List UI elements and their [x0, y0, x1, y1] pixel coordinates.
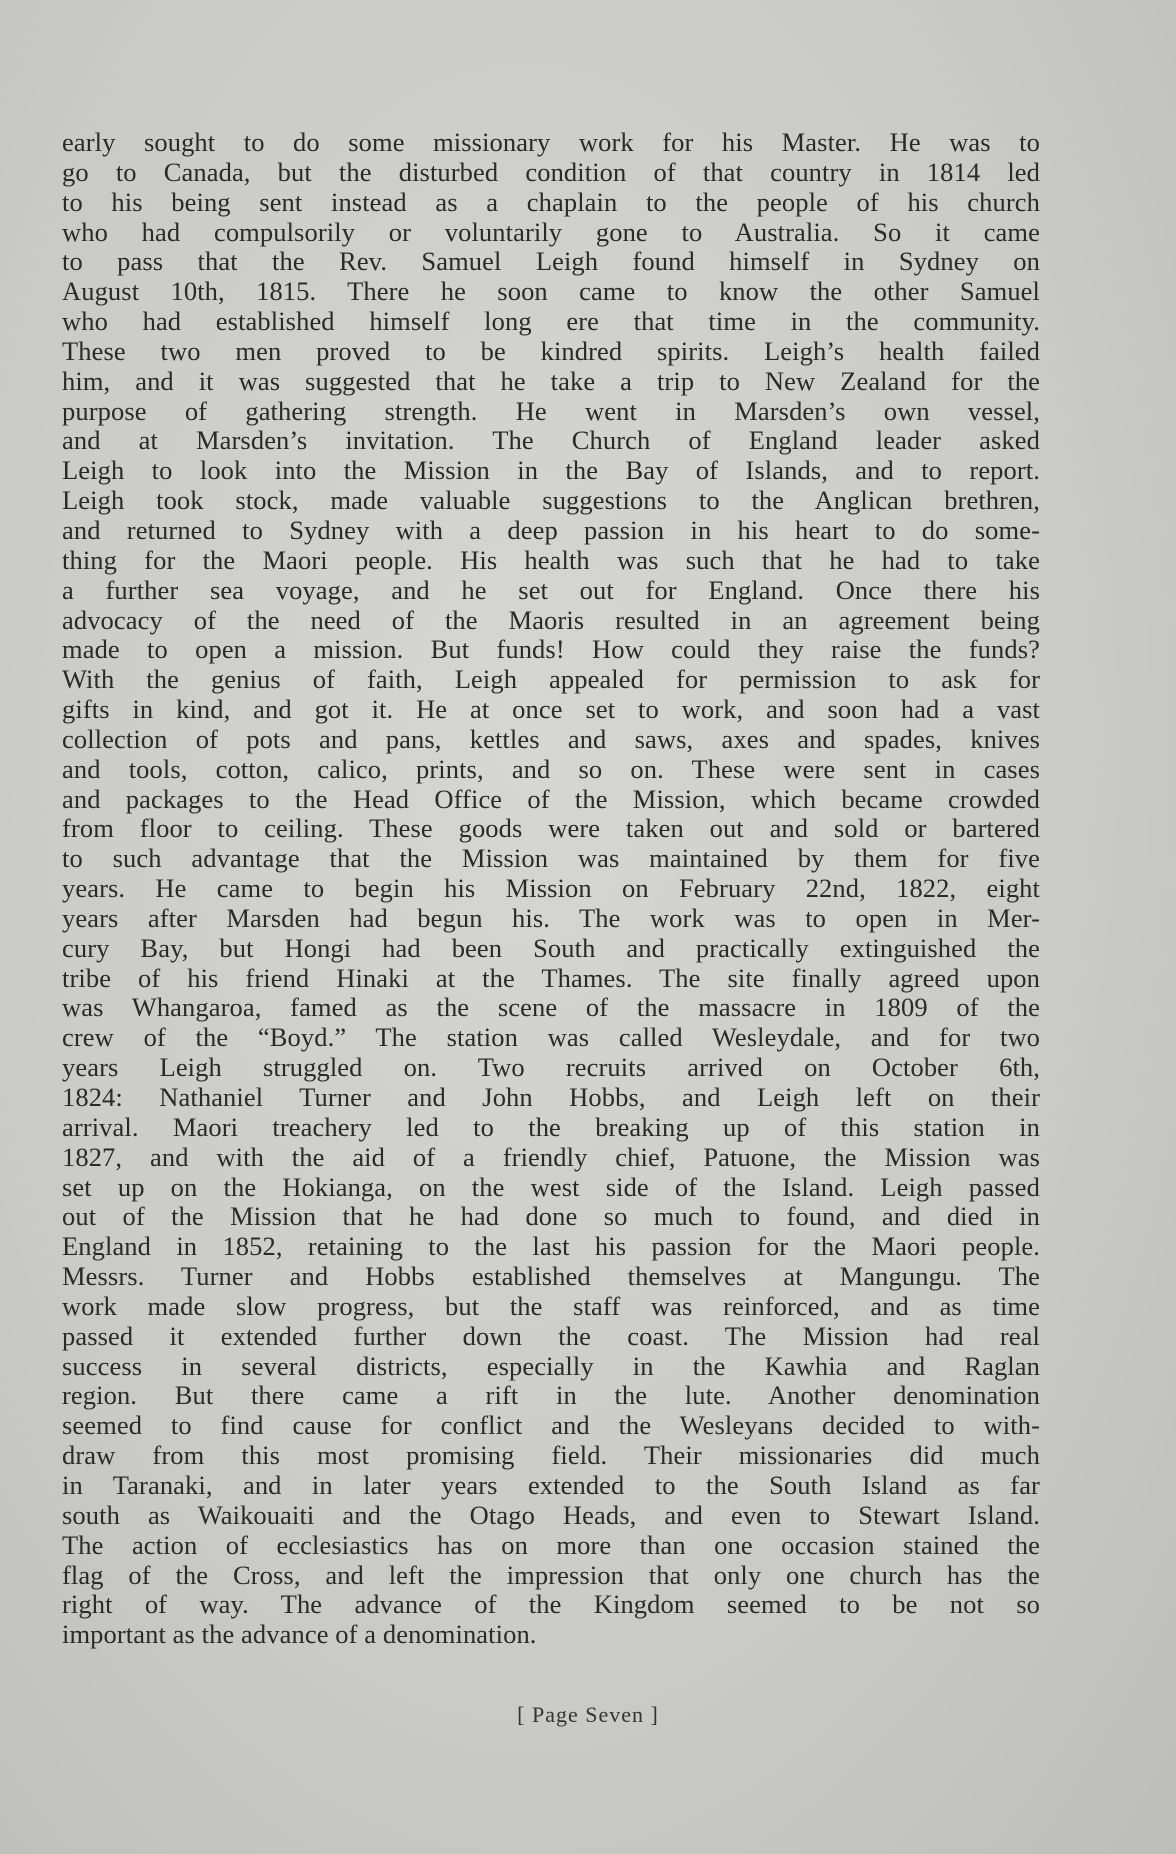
text-line: cury Bay, but Hongi had been South and practically extinguished the	[62, 932, 1040, 963]
text-line: passed it extended further down the coast. The Mission had real	[62, 1320, 1040, 1351]
text-line: seemed to find cause for conflict and the Wesleyans decided to with-	[62, 1410, 1040, 1441]
text-line: who had compulsorily or voluntarily gone to Australia. So it came	[62, 216, 1040, 247]
text-line: These two men proved to be kindred spirits. Leigh’s health failed	[62, 335, 1040, 366]
text-line: and at Marsden’s invitation. The Church of England leader asked	[62, 425, 1040, 456]
text-line: draw from this most promising field. Their missionaries did much	[62, 1440, 1040, 1471]
text-line: purpose of gathering strength. He went in Marsden’s own vessel,	[62, 395, 1040, 426]
text-line: collection of pots and pans, kettles and saws, axes and spades, knives	[62, 723, 1040, 754]
text-line: Messrs. Turner and Hobbs established themselves at Mangungu. The	[62, 1261, 1040, 1292]
text-line: years. He came to begin his Mission on February 22nd, 1822, eight	[62, 873, 1040, 904]
text-line: go to Canada, but the disturbed condition of that country in 1814 led	[62, 156, 1040, 187]
text-line: arrival. Maori treachery led to the breaking up of this station in	[62, 1111, 1040, 1142]
text-line: Leigh took stock, made valuable suggestions to the Anglican brethren,	[62, 485, 1040, 516]
text-line: Leigh to look into the Mission in the Bay of Islands, and to report.	[62, 455, 1040, 486]
text-line: to pass that the Rev. Samuel Leigh found himself in Sydney on	[62, 246, 1040, 277]
text-line: years after Marsden had begun his. The work was to open in Mer-	[62, 902, 1040, 933]
text-line: success in several districts, especially in the Kawhia and Raglan	[62, 1350, 1040, 1381]
text-line: who had established himself long ere that time in the community.	[62, 306, 1040, 337]
text-line: made to open a mission. But funds! How could they raise the funds?	[62, 634, 1040, 665]
text-line: to his being sent instead as a chaplain to the people of his church	[62, 186, 1040, 217]
text-line: south as Waikouaiti and the Otago Heads, and even to Stewart Island.	[62, 1499, 1040, 1530]
text-line: and returned to Sydney with a deep passion in his heart to do some-	[62, 514, 1040, 545]
text-line: With the genius of faith, Leigh appealed for permission to ask for	[62, 664, 1040, 695]
text-line: years Leigh struggled on. Two recruits arrived on October 6th,	[62, 1052, 1040, 1083]
text-line: advocacy of the need of the Maoris resulted in an agreement being	[62, 604, 1040, 635]
text-line: England in 1852, retaining to the last his passion for the Maori people.	[62, 1231, 1040, 1262]
text-line: out of the Mission that he had done so much to found, and died in	[62, 1201, 1040, 1232]
text-line: set up on the Hokianga, on the west side of the Island. Leigh passed	[62, 1171, 1040, 1202]
text-line: him, and it was suggested that he take a trip to New Zealand for the	[62, 365, 1040, 396]
text-line: flag of the Cross, and left the impression that only one church has the	[62, 1559, 1040, 1590]
text-line: 1824: Nathaniel Turner and John Hobbs, and Leigh left on their	[62, 1082, 1040, 1112]
text-line: The action of ecclesiastics has on more than one occasion stained the	[62, 1529, 1040, 1560]
text-line: to such advantage that the Mission was maintained by them for five	[62, 843, 1040, 874]
text-line: a further sea voyage, and he set out for England. Once there his	[62, 574, 1040, 605]
text-line: 1827, and with the aid of a friendly chief, Patuone, the Mission was	[62, 1141, 1040, 1172]
text-line: work made slow progress, but the staff was reinforced, and as time	[62, 1290, 1040, 1321]
text-line: in Taranaki, and in later years extended to the South Island as far	[62, 1469, 1040, 1500]
text-line: and tools, cotton, calico, prints, and so on. These were sent in cases	[62, 753, 1040, 784]
body-text	[62, 128, 1040, 1650]
text-line: important as the advance of a denomination.	[62, 1619, 537, 1650]
text-line: from floor to ceiling. These goods were taken out and sold or bartered	[62, 813, 1040, 844]
text-line: early sought to do some missionary work for his Master. He was to	[62, 127, 1040, 157]
text-line: thing for the Maori people. His health was such that he had to take	[62, 544, 1040, 575]
text-line: crew of the “Boyd.” The station was called Wesleydale, and for two	[62, 1022, 1040, 1053]
text-line: gifts in kind, and got it. He at once set to work, and soon had a vast	[62, 694, 1040, 725]
text-line: region. But there came a rift in the lute. Another denomination	[62, 1380, 1040, 1411]
text-line: was Whangaroa, famed as the scene of the massacre in 1809 of the	[62, 992, 1040, 1023]
page-footer: [ Page Seven ]	[517, 1702, 659, 1727]
text-line: and packages to the Head Office of the Mission, which became crowded	[62, 783, 1040, 814]
text-line: August 10th, 1815. There he soon came to know the other Samuel	[62, 276, 1040, 307]
text-line: tribe of his friend Hinaki at the Thames. The site finally agreed upon	[62, 962, 1040, 993]
text-line: right of way. The advance of the Kingdom seemed to be not so	[62, 1589, 1040, 1620]
